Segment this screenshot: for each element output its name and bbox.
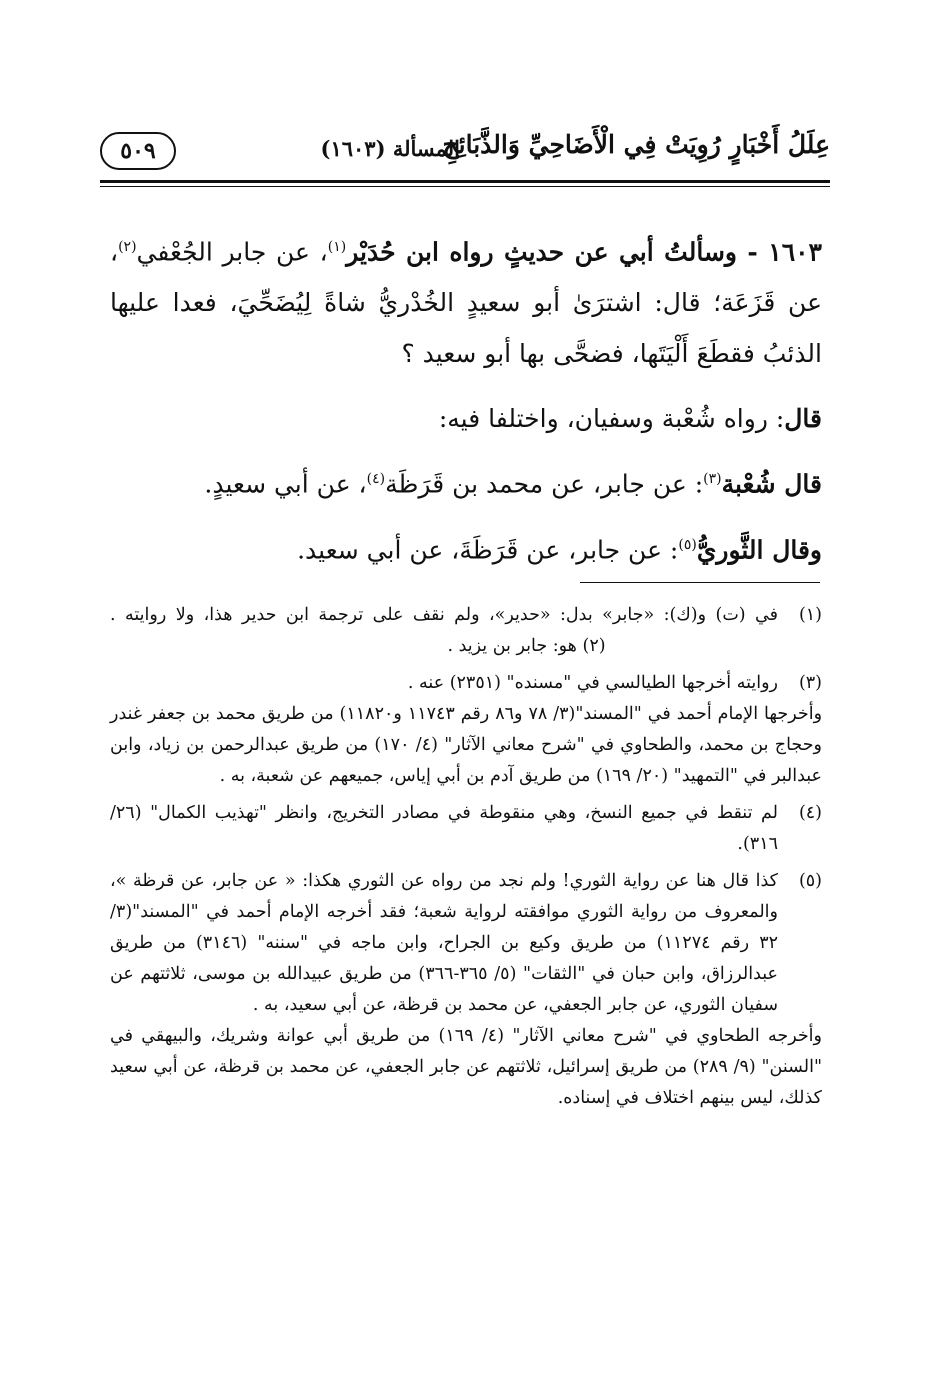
- header-rule-thin: [100, 186, 830, 187]
- footnotes: [110, 600, 822, 1120]
- page-header: [100, 128, 830, 180]
- shuba-text-1: : عن جابر، عن محمد بن قَرَظَة: [385, 469, 704, 499]
- footnote-ref-4: (٤): [366, 471, 386, 488]
- page-number: ٥٠٩: [100, 132, 176, 170]
- thawri-line: [110, 520, 822, 575]
- footnote-1-number: (١): [798, 605, 822, 625]
- footnote-1-text: في (ت) و(ك): «جابر» بدل: «حدير»، ولم نقف على ترجمة ابن حدير هذا، ولا روايته .: [110, 605, 778, 625]
- question-middle: ، عن جابر الجُعْفي: [136, 237, 328, 267]
- footnote-2-number: (٢): [582, 636, 606, 656]
- answer-line: [110, 393, 822, 444]
- header-rule-thick: [100, 180, 830, 183]
- footnote-5-line-2: وأخرجه الطحاوي في "شرح معاني الآثار" (٤/ ١٦٩) من طريق أبي عوانة وشريك، والبيهقي في "السنن" (٩/ ٢٨٩) من طريق إسرائيل، ثلاثتهم عن جابر الجعفي، عن محمد بن قرظة، عن أبي سعيد كذلك، ليس بينهم اختلاف في إسناده.: [110, 1026, 822, 1108]
- footnote-4-text: لم تنقط في جميع النسخ، وهي منقوطة في مصادر التخريج، وانظر "تهذيب الكمال" (٢٦/ ٣١٦).: [110, 803, 778, 854]
- footnote-4: [110, 798, 822, 860]
- footnote-ref-3: (٣): [703, 471, 722, 488]
- shuba-label: قال شُعْبة: [721, 469, 822, 499]
- footnote-ref-2: (٢): [118, 239, 137, 255]
- answer-text: : رواه شُعْبة وسفيان، واختلفا فيه:: [438, 404, 785, 434]
- footnote-5: [110, 866, 822, 1114]
- footnote-5-number: (٥): [798, 871, 822, 891]
- main-text: [110, 222, 822, 575]
- footnote-3: [110, 668, 822, 792]
- thawri-label: وقال الثَّوريُّ: [696, 534, 822, 564]
- shuba-text-2: ، عن أبي سعيدٍ.: [204, 469, 367, 499]
- question-end: ، عن قَزَعَة؛ قال: اشترَىٰ أبو سعيدٍ الخُدْريُّ شاةً لِيُضَحِّيَ، فعدا عليها الذئبُ فقطَعَ أَلْيَتَها، فضحَّى بها أبو سعيد ؟: [110, 237, 822, 369]
- answer-label: قال: [784, 404, 822, 434]
- footnote-3-line-2: وأخرجها الإمام أحمد في "المسند"(٣/ ٧٨ و٨٦ رقم ١١٧٤٣ و١١٨٢٠) من طريق محمد بن جعفر غندر وحجاج بن محمد، والطحاوي في "شرح معاني الآثار" (٤/ ١٧٠) من طريق عبدالرحمن بن زياد، وابن عبدالبر في "التمهيد" (٢٠/ ١٦٩) من طريق آدم بن أبي إياس، جميعهم عن شعبة، به .: [110, 704, 823, 786]
- footnote-2-text: هو: جابر بن يزيد .: [447, 636, 577, 656]
- footnote-3-line-1: روايته أخرجها الطيالسي في "مسنده" (٢٣٥١) عنه .: [407, 673, 778, 693]
- footnote-ref-1: (١): [327, 239, 347, 255]
- footnote-5-line-1: كذا قال هنا عن رواية الثوري! ولم نجد من رواه عن الثوري هكذا: « عن جابر، عن قرظة »، والمعروف من رواية الثوري موافقته لرواية شعبة؛ فقد أخرجه الإمام أحمد في "المسند"(٣/ ٣٢ رقم ١١٢٧٤) من طريق وكيع بن الجراح، وابن ماجه في "سننه" (٣١٤٦) من طريق عبدالرزاق، وابن حبان في "الثقات" (٥/ ٣٦٥-٣٦٦) من طريق عبيدالله بن موسى، ثلاثتهم عن سفيان الثوري، عن جابر الجعفي، عن محمد بن قرظة، عن أبي سعيد، به .: [110, 871, 778, 1015]
- issue-number: المسألة (١٦٠٣): [320, 136, 460, 161]
- footnote-1: [110, 600, 822, 662]
- footnote-ref-5: (٥): [678, 536, 697, 553]
- shuba-line: [110, 454, 822, 509]
- thawri-text: : عن جابر، عن قَرَظَةَ، عن أبي سعيد.: [297, 534, 679, 564]
- question-paragraph: [110, 222, 822, 379]
- chapter-title: عِلَلُ أَخْبَارٍ رُوِيَتْ فِي الْأَضَاحِيِّ وَالذَّبَائِحِ: [442, 130, 830, 159]
- question-start: ١٦٠٣ - وسألتُ أبي عن حديثٍ رواه ابن حُدَيْر: [346, 237, 822, 267]
- footnote-4-number: (٤): [798, 803, 822, 823]
- footnote-separator: [580, 582, 820, 583]
- footnote-3-number: (٣): [798, 673, 822, 693]
